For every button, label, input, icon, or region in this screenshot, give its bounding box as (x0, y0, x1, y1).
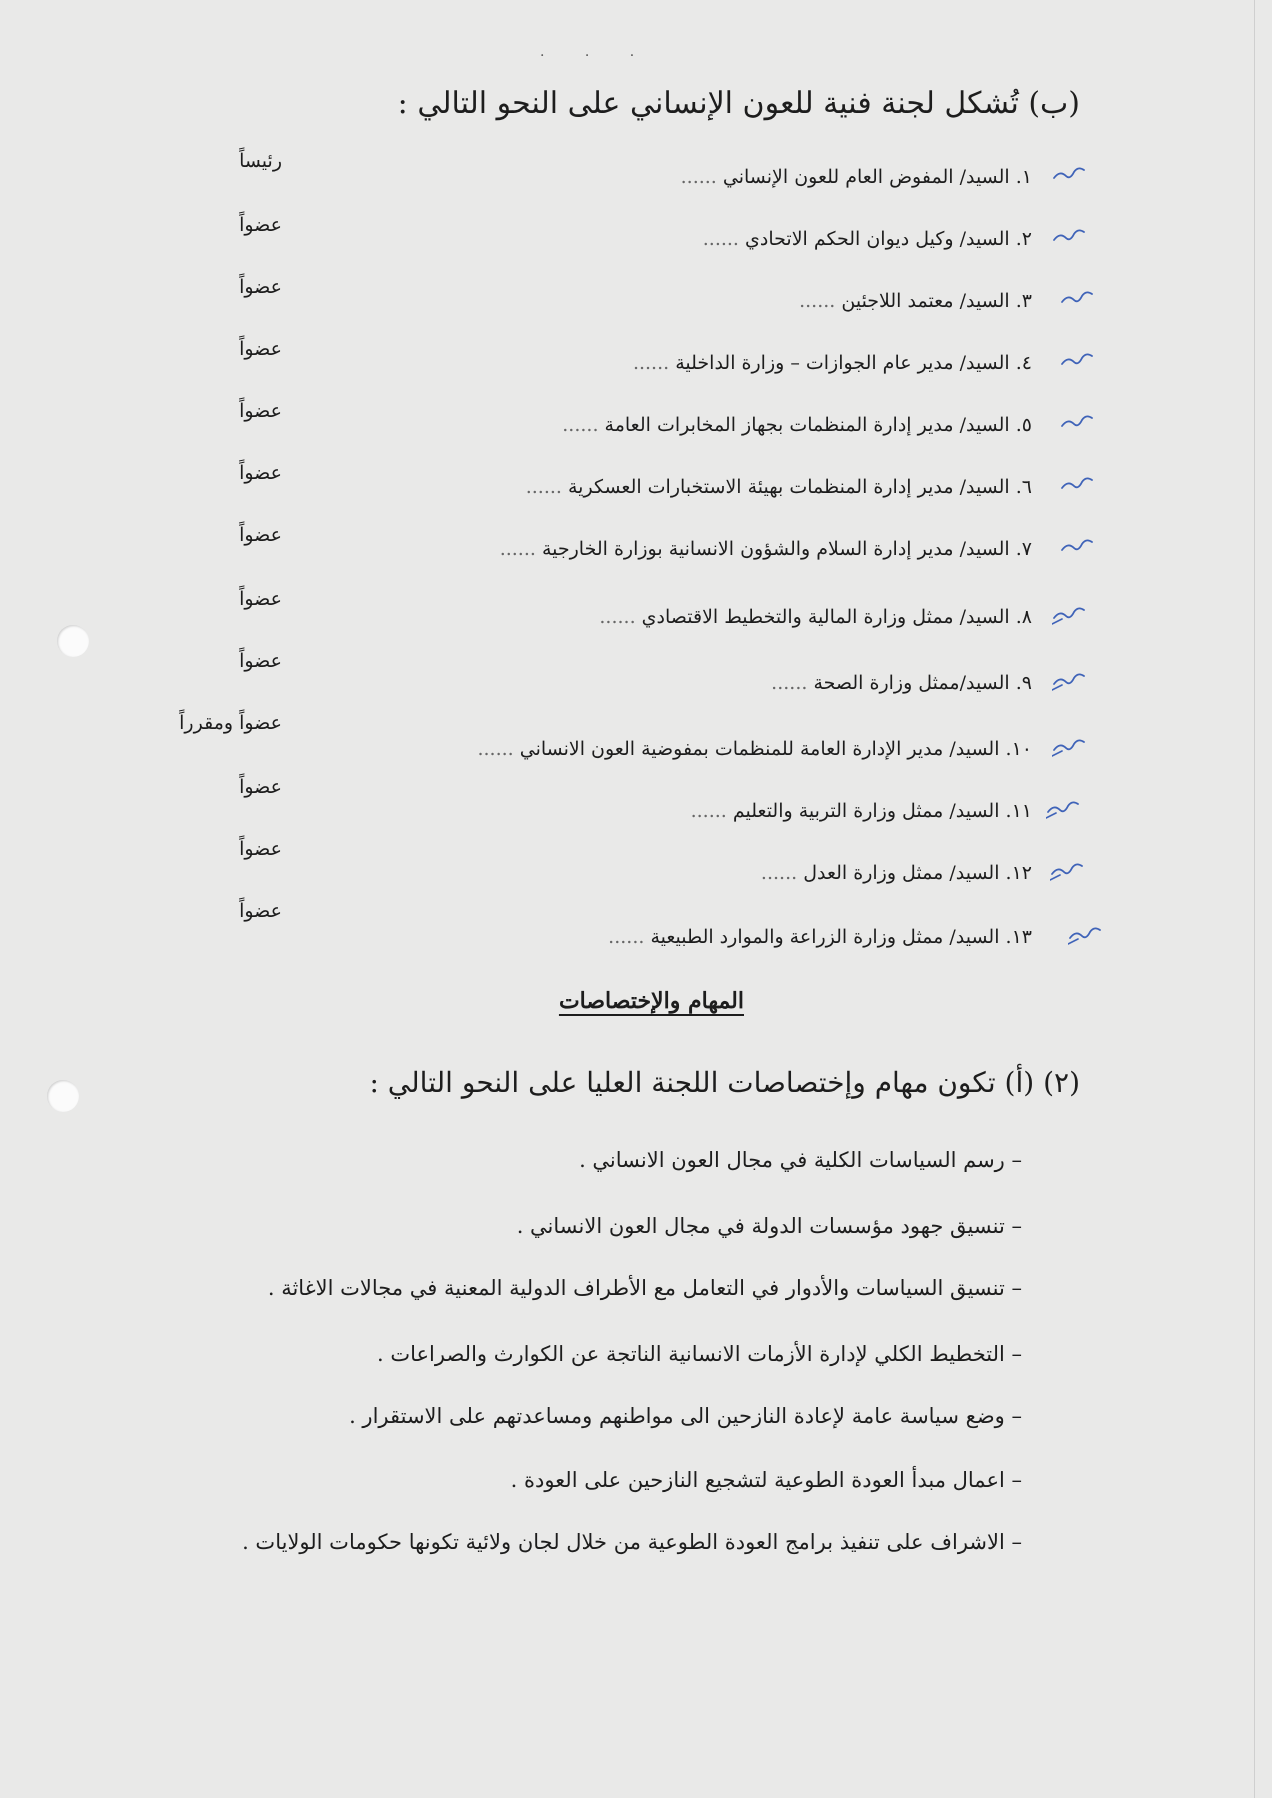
tasks-heading: (٢) (أ) تكون مهام وإختصاصات اللجنة العليا على النحو التالي : (369, 1066, 1080, 1099)
member-text: ٦. السيد/ مدير إدارة المنظمات بهيئة الاستخبارات العسكرية (568, 476, 1032, 498)
member-item (691, 800, 1032, 822)
member-text: ١. السيد/ المفوض العام للعون الإنساني (722, 166, 1032, 188)
handwritten-check-icon (1052, 670, 1086, 692)
leader-dots: ...... (608, 926, 651, 948)
member-item (771, 672, 1032, 694)
handwritten-check-icon (1052, 226, 1086, 248)
handwritten-check-icon (1052, 604, 1086, 626)
task-item: – الاشراف على تنفيذ برامج العودة الطوعية من خلال لجان ولائية تكونها حكومات الولايات . (242, 1530, 1022, 1554)
member-item (681, 166, 1032, 188)
handwritten-check-icon (1060, 412, 1094, 434)
member-text: ٧. السيد/ مدير إدارة السلام والشؤون الانسانية بوزارة الخارجية (541, 538, 1032, 560)
task-item: – تنسيق السياسات والأدوار في التعامل مع الأطراف الدولية المعنية في مجالات الاغاثة . (267, 1276, 1022, 1300)
member-item (500, 538, 1032, 560)
member-role: عضواً ومقرراً (179, 712, 282, 734)
member-text: ٢. السيد/ وكيل ديوان الحكم الاتحادي (745, 228, 1032, 250)
leader-dots: ...... (525, 476, 568, 498)
member-text: ١٠. السيد/ مدير الإدارة العامة للمنظمات بمفوضية العون الانساني (519, 738, 1032, 760)
member-role: عضواً (239, 524, 282, 546)
member-item (633, 352, 1032, 374)
handwritten-check-icon (1052, 736, 1086, 758)
member-item (477, 738, 1032, 760)
member-role: عضواً (239, 900, 282, 922)
leader-dots: ...... (499, 538, 542, 560)
member-item (599, 606, 1032, 628)
leader-dots: ...... (702, 228, 746, 250)
member-role: عضواً (239, 650, 282, 672)
handwritten-check-icon (1046, 798, 1080, 820)
punch-hole-top (57, 625, 89, 657)
member-role: عضواً (239, 588, 282, 610)
member-item (799, 290, 1032, 312)
handwritten-check-icon (1060, 288, 1094, 310)
punch-hole-bottom (47, 1080, 79, 1112)
member-text: ٩. السيد/ممثل وزارة الصحة (813, 672, 1032, 694)
member-item (761, 862, 1032, 884)
member-text: ١٣. السيد/ ممثل وزارة الزراعة والموارد الطبيعية (650, 926, 1032, 948)
leader-dots: ...... (690, 800, 733, 822)
member-role: عضواً (239, 214, 282, 236)
leader-dots: ...... (680, 166, 723, 188)
member-role: عضواً (239, 462, 282, 484)
member-role: رئيساً (239, 150, 282, 172)
leader-dots: ...... (799, 290, 842, 312)
leader-dots: ...... (562, 414, 605, 436)
handwritten-check-icon (1060, 474, 1094, 496)
handwritten-check-icon (1068, 924, 1102, 946)
member-text: ٣. السيد/ معتمد اللاجئين (841, 290, 1032, 312)
leader-dots: ...... (477, 738, 520, 760)
leader-dots: ...... (771, 672, 814, 694)
task-item: – رسم السياسات الكلية في مجال العون الانساني . (579, 1148, 1022, 1172)
handwritten-check-icon (1060, 536, 1094, 558)
member-role: عضواً (239, 838, 282, 860)
leader-dots: ...... (760, 862, 804, 884)
member-text: ١٢. السيد/ ممثل وزارة العدل (803, 862, 1032, 884)
member-text: ٨. السيد/ ممثل وزارة المالية والتخطيط الاقتصادي (641, 606, 1032, 628)
handwritten-check-icon (1052, 164, 1086, 186)
member-item (608, 926, 1032, 948)
member-role: عضواً (239, 400, 282, 422)
member-role: عضواً (239, 776, 282, 798)
task-item: – اعمال مبدأ العودة الطوعية لتشجيع النازحين على العودة . (510, 1468, 1022, 1492)
member-role: عضواً (239, 338, 282, 360)
task-item: – تنسيق جهود مؤسسات الدولة في مجال العون الانساني . (516, 1214, 1022, 1238)
member-item (562, 414, 1032, 436)
scan-specks: · · · (540, 48, 653, 64)
handwritten-check-icon (1060, 350, 1094, 372)
handwritten-check-icon (1050, 860, 1084, 882)
leader-dots: ...... (632, 352, 676, 374)
committee-heading: (ب) تُشكل لجنة فنية للعون الإنساني على النحو التالي : (397, 86, 1080, 121)
member-text: ٥. السيد/ مدير إدارة المنظمات بجهاز المخابرات العامة (604, 414, 1032, 436)
member-text: ٤. السيد/ مدير عام الجوازات – وزارة الداخلية (675, 352, 1032, 374)
leader-dots: ...... (599, 606, 642, 628)
task-item: – وضع سياسة عامة لإعادة النازحين الى مواطنهم ومساعدتهم على الاستقرار . (349, 1404, 1022, 1428)
member-role: عضواً (239, 276, 282, 298)
member-text: ١١. السيد/ ممثل وزارة التربية والتعليم (732, 800, 1032, 822)
section-title: المهام والإختصاصات (558, 988, 744, 1014)
member-item (703, 228, 1032, 250)
page-edge-line (1254, 0, 1255, 1798)
member-item (526, 476, 1032, 498)
task-item: – التخطيط الكلي لإدارة الأزمات الانسانية الناتجة عن الكوارث والصراعات . (376, 1342, 1022, 1366)
